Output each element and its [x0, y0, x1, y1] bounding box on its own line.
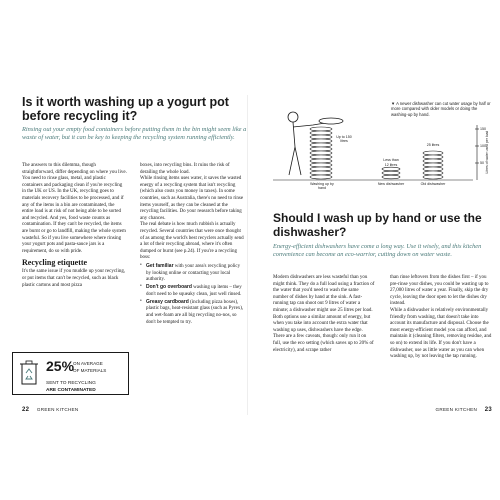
stat-bottom [46, 380, 96, 394]
body-paragraph: The answers to this dilemma, though straightforward, differ depending on where you live. You need to rinse glass, metal, and plastic containers and packaging clean if you're recycling in the UK or US. In the UK, recycling goes to materials recovery facilities to be processed, and if any of the items in a bin are contaminated, the entire load is at risk of not being able to be sorted and recycled. And yes, food waste counts as contamination. If they can't be recycled, the items are burnt or go to landfill, making the whole system wasteful. So if you live somewhere where rinsing your yogurt pots and pasta-sauce jars is a requirement, do so with pride. [22, 163, 127, 254]
left-page [22, 95, 247, 425]
label-12-litres: 12 litres [384, 163, 398, 167]
bullet-head: Get familiar [146, 262, 174, 269]
stat-line: ON AVERAGE [73, 361, 103, 366]
running-footer: GREEN KITCHEN [36, 407, 79, 412]
label-old-dishwasher: Old dishwasher [420, 182, 446, 186]
body-paragraph: Modern dishwashers are less wasteful than you might think. They do a full load using a fraction of the water that you'd need to wash the same number of dishes by hand at the sink. A fast-running tap can shoot out 9 litres of water a minute; a dishwasher might use 25 litres per load. Both options use a similar amount of energy, but when you take into account the extra water that washing up uses, dishwashers have the edge. There are a few caveats, though: only run it on full, use the eco setting (which saves up to 20% of electricity), and scrape rather [273, 275, 375, 353]
recycling-bin-icon [19, 360, 39, 386]
list-item [146, 284, 245, 298]
plate-stack-new [382, 167, 400, 179]
plate-stack-old [423, 151, 443, 179]
bullet-head: Don't go overboard [146, 284, 192, 291]
list-item [146, 299, 245, 326]
illustration-caption: ▼ A newer dishwasher can cut water usage by half or more compared with older models or doing the washing-up by hand. [391, 101, 491, 117]
label-new-dishwasher: New dishwasher [377, 182, 405, 186]
page-footer-left [22, 407, 79, 413]
list-item [146, 263, 245, 284]
section-lede: Energy-efficient dishwashers have come a long way. Use it wisely, and this kitchen convenience can become an eco-warrior, cutting down on water waste. [273, 243, 482, 258]
label-less-than: Less than [383, 158, 399, 162]
stat-line: SENT TO RECYCLING [46, 381, 96, 386]
bullet-head: Greasy cardboard [146, 298, 189, 305]
body-column-2 [140, 163, 245, 327]
tips-list [140, 263, 245, 326]
bullet-text: (including pizza boxes), plastic bags, heat-resistant glass (such as Pyrex), and wet-foam are all big recycling no-nos, so don't be tempted to try. [146, 299, 244, 325]
right-page [273, 95, 492, 425]
running-footer: GREEN KITCHEN [435, 407, 478, 412]
stat-callout [12, 352, 129, 395]
axis-label: Litres of water used per load [484, 130, 489, 174]
bullet-text: washing up items – they don't need to be squeaky clean, just well rinsed. [146, 285, 242, 297]
body-paragraph: boxes, into recycling bins. It ruins the risk of derailing the whole load. While rinsing items uses water, it saves the wasted energy of a recycling system that isn't recycling (which also costs you money in taxes). In some countries, such as Australia, there's no need to rinse items yourself, as they can be cleaned at the recycling facilities. Do your research before taking any chances. The real debate is how much rubbish is actually recycled. Several countries that were once thought of as among the world's best recyclers actually send a lot of their recycling abroad, where it's often dumped or burnt (see p.24). If you're a recycling boss: [140, 163, 244, 261]
axis-tick-50: 50 [480, 161, 484, 165]
page-number: 23 [484, 407, 492, 413]
axis-tick-100: 100 [480, 144, 486, 148]
axis-tick-150: 150 [480, 127, 486, 131]
stat-description [73, 360, 128, 374]
book-spread [22, 95, 492, 425]
label-washing-by-hand: Washing up by hand [310, 182, 334, 191]
section-title: Should I wash up by hand or use the dishwasher? [273, 211, 482, 239]
bullet-text: with your area's recycling policy by looking online or contacting your local authority. [146, 263, 241, 283]
page-footer-right [435, 407, 492, 413]
stat-line: OF MATERIALS [73, 368, 107, 373]
intro-lede: Rinsing out your empty food containers before putting them in the bin might seem like a waste of water, but it can be key to keeping the recycling system running efficiently. [22, 126, 247, 141]
stat-line: ARE CONTAMINATED [46, 388, 96, 393]
body-column-4 [390, 275, 492, 362]
section-subhead: Recycling etiquette [22, 258, 88, 268]
label-25-litres: 25 litres [426, 143, 440, 147]
page-title: Is it worth washing up a yogurt pot before recycling it? [22, 95, 229, 123]
plate-stack-hand [310, 127, 332, 179]
body-paragraph: than rinse leftovers from the dishes first – if you pre-rinse your dishes, you could be wasting up to 27,000 litres of water a year. Finally, skip the dry cycle, leaving the door open to let the dishes dry instead. While a dishwasher is relatively environmentally friendly from washing, that doesn't take into account its manufacture and disposal. Choose the most energy-efficient model you can afford, and maintain it (cleaning filters, removing residue, and so on) to extend its life. If you don't have a dishwasher, use as little water as you can when washing up, by not leaving the tap running. [390, 275, 492, 360]
page-number: 22 [22, 407, 30, 413]
body-column-1 [22, 163, 127, 290]
body-column-3 [273, 275, 375, 355]
label-up-to: Up to 150 litres [336, 135, 352, 144]
body-paragraph: It's the same issue if you muddle up your recycling, or put items that can't be recycled, such as black plastic cartons and most pizza [22, 269, 126, 288]
stat-percentage: 25% [46, 358, 75, 374]
